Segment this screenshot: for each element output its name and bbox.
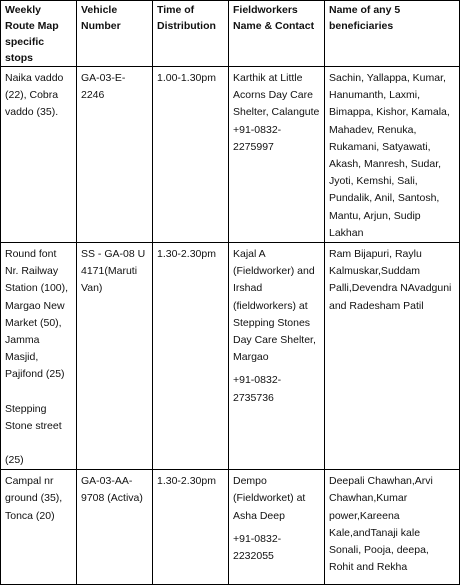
time-text: 1.30-2.30pm (157, 475, 216, 488)
vehicle-text: GA-03-E-2246 (81, 72, 126, 102)
cell-beneficiaries (325, 470, 460, 585)
cell-fieldworkers (229, 243, 325, 470)
fieldworker-text: Kajal A (Fieldworker) and Irshad (fieldworkers) at Stepping Stones Day Care Shelter, Margao (233, 248, 316, 364)
cell-fieldworkers (229, 67, 325, 243)
beneficiaries-text: Sachin, Yallappa, Kumar, Hanumanth, Laxmi, Bimappa, Kishor, Kamala, Mahadev, Renuka, Rukamani, Satyawati, Akash, Manresh, Sudar, Jyoti, Kemshi, Sali, Pundalik, Anil, Santosh, Mantu, Arjun, Sudip Lakhan (329, 72, 450, 239)
cell-vehicle (77, 243, 153, 470)
header-vehicle: Vehicle Number (77, 1, 153, 67)
time-text: 1.30-2.30pm (157, 248, 216, 261)
cell-stops (1, 470, 77, 585)
header-beneficiaries: Name of any 5 beneficiaries (325, 1, 460, 67)
header-fieldworkers: Fieldworkers Name & Contact (229, 1, 325, 67)
cell-beneficiaries (325, 243, 460, 470)
cell-stops (1, 243, 77, 470)
cell-beneficiaries (325, 67, 460, 243)
table-header-row (1, 1, 460, 67)
cell-fieldworkers (229, 470, 325, 585)
table-row (1, 470, 460, 585)
cell-vehicle (77, 470, 153, 585)
cell-stops (1, 67, 77, 243)
stops-text: (25) (5, 454, 24, 467)
stops-text: Stepping Stone street (5, 402, 62, 432)
vehicle-text: GA-03-AA-9708 (Activa) (81, 475, 143, 505)
header-stops: Weekly Route Map specific stops (1, 1, 77, 67)
table-row (1, 67, 460, 243)
beneficiaries-text: Deepali Chawhan,Arvi Chawhan,Kumar power,Kareena Kale,andTanaji kale Sonali, Pooja, deepa, Rohit and Rekha (329, 475, 433, 574)
stops-text: Round font Nr. Railway Station (100), Margao New Market (50), Jamma Masjid, Pajifond (25) (5, 248, 69, 381)
cell-time (153, 243, 229, 470)
stops-text: Campal nr ground (35), Tonca (20) (5, 475, 63, 522)
stops-text: Naika vaddo (22), Cobra vaddo (35). (5, 72, 64, 119)
cell-time (153, 470, 229, 585)
cell-vehicle (77, 67, 153, 243)
time-text: 1.00-1.30pm (157, 72, 216, 84)
beneficiaries-text: Ram Bijapuri, Raylu Kalmuskar,Suddam Palli,Devendra NAvadguni and Radesham Patil (329, 248, 452, 312)
fieldworker-text: Karthik at Little Acorns Day Care Shelter, Calangute +91-0832-2275997 (233, 72, 320, 153)
header-time: Time of Distribution (153, 1, 229, 67)
cell-time (153, 67, 229, 243)
fieldworker-contact: +91-0832-2232055 (233, 532, 282, 563)
fieldworker-contact: +91-0832-2735736 (233, 374, 282, 404)
vehicle-text: SS - GA-08 U 4171(Maruti Van) (81, 248, 146, 295)
fieldworker-text: Dempo (Fieldworket) at Asha Deep (233, 475, 306, 522)
table-row (1, 243, 460, 470)
